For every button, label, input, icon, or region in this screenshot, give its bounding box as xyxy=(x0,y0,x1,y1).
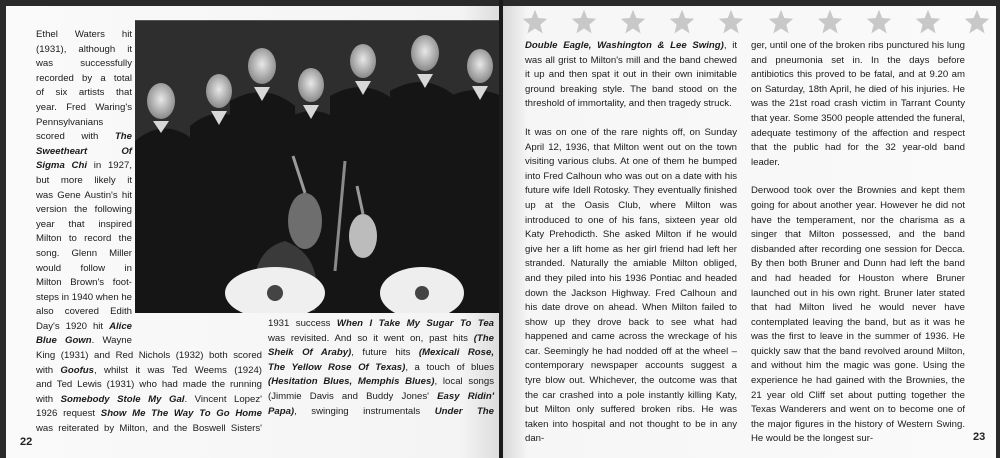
text-line: and Ted Lewis (1931) who had made the running xyxy=(36,379,262,391)
star-row xyxy=(521,8,991,36)
right-column-1-text xyxy=(525,39,737,447)
text-line: song. Glenn Miller xyxy=(36,247,132,259)
bottom-right-column xyxy=(268,317,494,419)
text-line: (Jimmie Davis and Buddy Jones' Easy Ridin' xyxy=(268,390,494,402)
page-number-left: 22 xyxy=(20,436,33,448)
bottom-left-text xyxy=(36,349,262,437)
text-line: Ethel Waters hit xyxy=(36,29,132,40)
text-line: Sweetheart Of xyxy=(36,145,132,157)
text-line: scored with The xyxy=(36,131,132,143)
text-line: of six artists that xyxy=(36,87,132,99)
star-icon xyxy=(619,8,647,36)
text-line: (Hesitation Blues, Memphis Blues), local songs xyxy=(268,376,495,388)
text-line: steps in 1940 when he xyxy=(36,291,133,303)
text-line: year. Fred Waring's xyxy=(36,101,132,113)
text-line: was reiterated by Milton, and the Boswell Sisters' xyxy=(36,422,262,434)
paragraph: Derwood took over the Brownies and kept them going for about another year. However he did not have the temperament, nor the charisma as a singer that Milton possessed, and the band disbanded after recording one session for Decca. By then both Bruner and Dunn had left the band and had headed for Houston where Bruner launched out in his own right. Bruner later stated that had Milton lived he would never have contemplated leaving the band, but as it was he was the first to leave in the summer of 1936. He quickly saw that the band revolved around Milton, and without him the magic was gone. Using the experience he had gained with the Brownies, the 21 year old Cliff set about putting together the Texas Wanderers and went on to become one of the major figures in the history of Western Swing. He would be the longest sur- xyxy=(751,185,965,445)
bottom-right-text xyxy=(268,317,494,419)
text-line: Sigma Chi in 1927, xyxy=(36,160,132,172)
text-line: with Somebody Stole My Gal. Vincent Lopez' xyxy=(36,393,262,405)
text-line: Pennsylvanians xyxy=(36,116,104,128)
text-line: was Gene Austin's hit xyxy=(36,189,132,201)
paragraph: Double Eagle, Washington & Lee Swing), it was all grist to Milton's mill and the band chewed it up and then spat it out in their own inimitable ground breaking style. The band stood on the threshold of immortality, and then tragedy struck. xyxy=(525,40,737,110)
star-icon xyxy=(767,8,795,36)
page-number-right: 23 xyxy=(973,431,986,443)
right-column-2-text xyxy=(751,39,965,447)
text-line: recorded by a total xyxy=(36,72,132,84)
text-line: 1931 success When I Take My Sugar To Tea xyxy=(268,318,494,329)
text-line: was successfully xyxy=(36,58,132,70)
band-photo xyxy=(135,20,501,313)
wrap-text xyxy=(36,28,132,349)
star-icon xyxy=(865,8,893,36)
text-line: Day's 1920 hit Alice xyxy=(36,320,132,332)
star-icon xyxy=(816,8,844,36)
text-line: Milton Brown's foot- xyxy=(36,277,132,289)
wrap-column xyxy=(36,28,132,349)
star-icon xyxy=(963,8,991,36)
text-line: year that inspired xyxy=(36,218,132,230)
text-line: Milton to record the xyxy=(36,233,132,245)
text-line: version the following xyxy=(36,204,132,216)
text-line: Blue Gown. Wayne xyxy=(36,335,132,347)
text-line: with Goofus, whilst it was Ted Weems (1924) xyxy=(36,364,262,376)
bottom-left-column xyxy=(36,349,262,437)
paragraph: It was on one of the rare nights off, on Sunday April 12, 1936, that Milton went out on the town visiting various clubs. At one of them he bumped into Fred Calhoun who was out on a date with his future wife Idell Rotosky. They eventually finished up at the Oasis Club, where Milton was introduced to one of his fans, sixteen year old Katy Prehodicth. She asked Milton if he would give her a lift home as her girl friend had left her stranded. Naturally the amiable Milton obliged, and they piled into his 1936 Pontiac and headed down the Jackson Highway. Fred Calhoun and his date drove on ahead. When Milton failed to show up they drove back to see what had happened and came across the wreckage of his car. Seemingly he had nodded off at the wheel – contemporary newspaper accounts suggest a tyre blow out. Whichever, the outcome was that the car crashed into a pole instantly killing Katy, but Milton only suffered broken ribs. He was taken into hospital and not thought to be in any dan- xyxy=(525,126,737,445)
text-line: Sheik Of Araby), future hits (Mexicali Rose, xyxy=(268,347,494,359)
star-icon xyxy=(717,8,745,36)
star-icon xyxy=(914,8,942,36)
right-column-2 xyxy=(751,39,965,447)
star-icon xyxy=(668,8,696,36)
star-icon xyxy=(521,8,549,36)
paragraph: ger, until one of the broken ribs punctured his lung and pneumonia set in. In the days before antibiotics this proved to be fatal, and at 9.20 am on Saturday, 18th April, he died of his injuries. He was the 21st road crash victim in Tarrant County that year. Some 3500 people attended the funeral, adequate testimony of the affection and respect that the public had for the 32 year-old band leader. xyxy=(751,40,965,168)
right-column-1 xyxy=(525,39,737,447)
text-line: 1926 request Show Me The Way To Go Home xyxy=(36,408,262,420)
text-line: also covered Edith xyxy=(36,306,132,318)
text-line: The Yellow Rose Of Texas), a touch of blues xyxy=(268,361,494,373)
text-line: Papa), swinging instrumentals Under The xyxy=(268,405,494,417)
text-line: was revisited. And so it went on, past hits (The xyxy=(268,332,494,344)
text-line: would follow in xyxy=(36,262,132,274)
text-line: King (1931) and Red Nichols (1932) both scored xyxy=(36,350,262,361)
right-page xyxy=(503,0,1000,458)
text-line: (1931), although it xyxy=(36,43,132,55)
text-line: but more likely it xyxy=(36,174,132,186)
star-icon xyxy=(570,8,598,36)
